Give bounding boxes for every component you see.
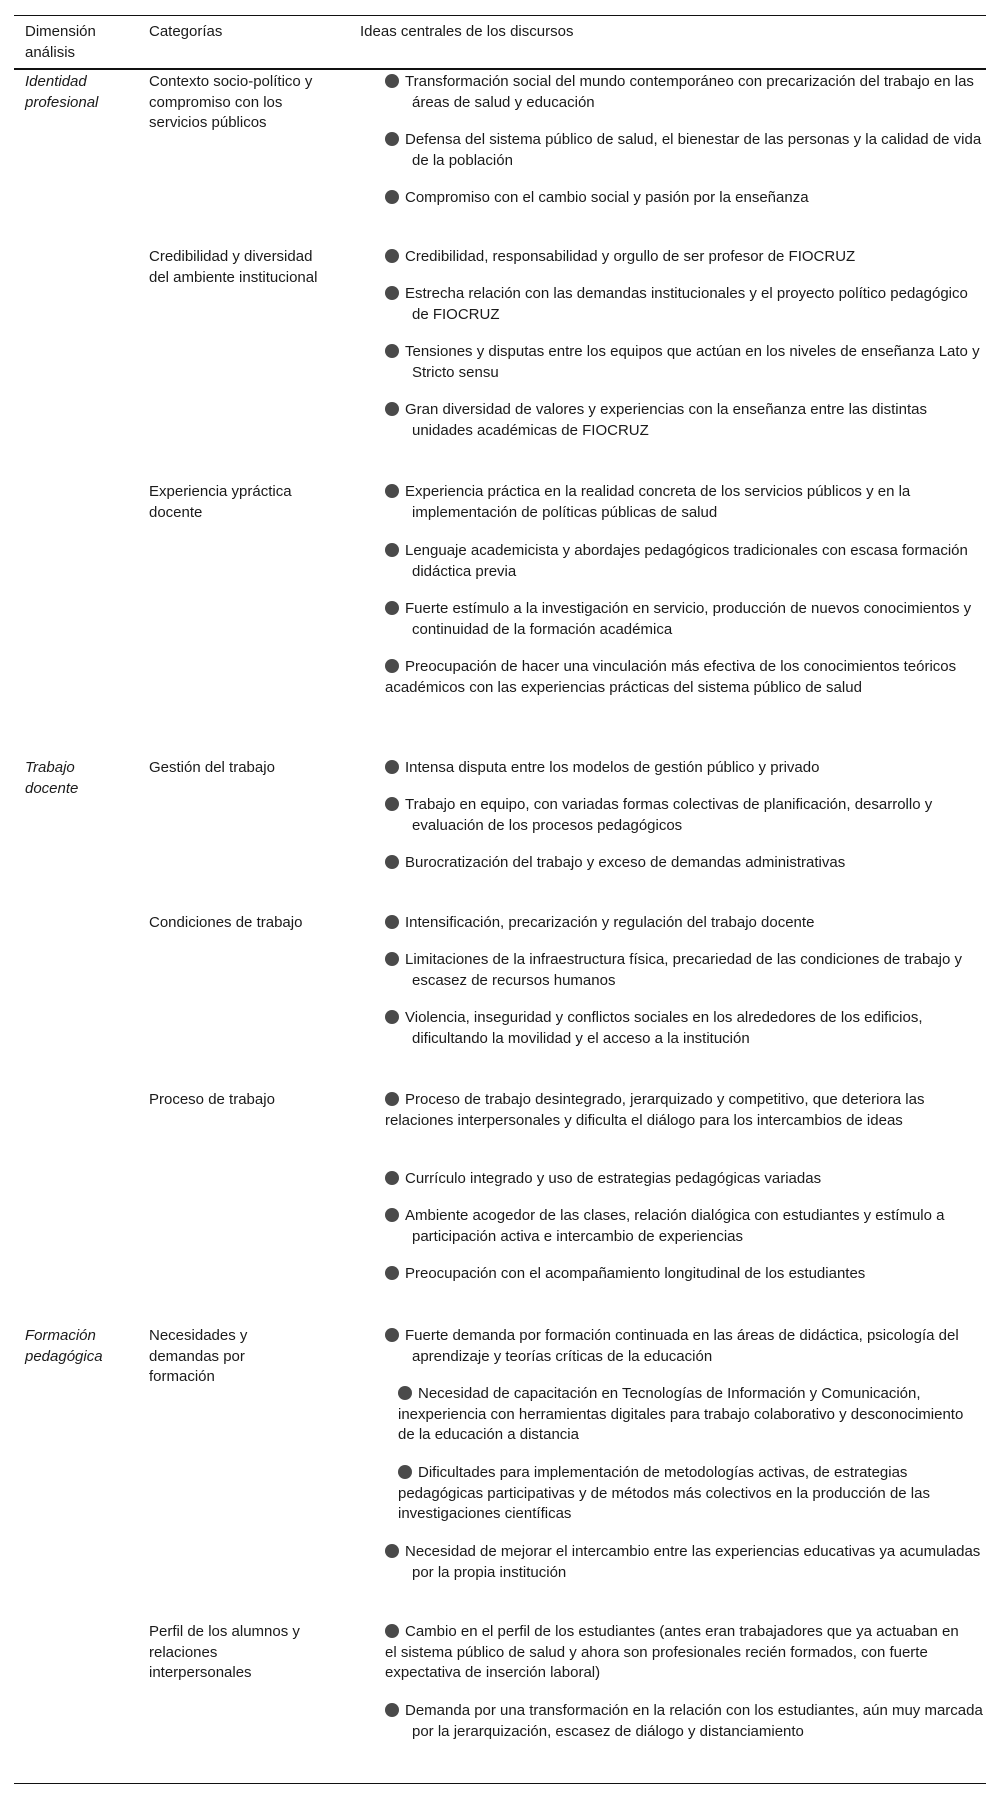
idea-item: Necesidad de mejorar el intercambio entre las experiencias educativas ya acumuladas por la propia institución — [385, 1542, 984, 1583]
bullet-icon — [385, 601, 399, 615]
idea-item: Preocupación de hacer una vinculación más efectiva de los conocimientos teóricos académicos con las experiencias prácticas del sistema público de salud — [385, 658, 957, 696]
dimension-identidad: Identidad profesional — [25, 73, 99, 111]
top-rule — [14, 15, 986, 16]
category-contexto: Contexto socio-político y compromiso con los servicios públicos — [149, 73, 313, 131]
idea-item: Intensa disputa entre los modelos de gestión público y privado — [385, 758, 984, 779]
idea-item: Violencia, inseguridad y conflictos sociales en los alrededores de los edificios, dificultando la movilidad y el acceso a la institución — [385, 1008, 984, 1049]
idea-item: Tensiones y disputas entre los equipos que actúan en los niveles de enseñanza Lato y Stricto sensu — [385, 342, 984, 383]
bullet-icon — [385, 1010, 399, 1024]
idea-item: Estrecha relación con las demandas institucionales y el proyecto político pedagógico de FIOCRUZ — [385, 284, 984, 325]
idea-item: Intensificación, precarización y regulación del trabajo docente — [385, 913, 984, 934]
idea-item: Compromiso con el cambio social y pasión por la enseñanza — [385, 188, 984, 209]
bullet-icon — [385, 132, 399, 146]
bullet-icon — [385, 1328, 399, 1342]
dimension-formacion: Formación pedagógica — [25, 1327, 103, 1365]
idea-item: Defensa del sistema público de salud, el bienestar de las personas y la calidad de vida de la población — [385, 130, 984, 171]
idea-item: Ambiente acogedor de las clases, relación dialógica con estudiantes y estímulo a participación activa e intercambio de experiencias — [385, 1206, 984, 1247]
bullet-icon — [385, 74, 399, 88]
bullet-icon — [385, 1544, 399, 1558]
bullet-icon — [385, 1092, 399, 1106]
bullet-icon — [385, 952, 399, 966]
dimension-trabajo: Trabajo docente — [25, 759, 79, 797]
idea-item: Gran diversidad de valores y experiencias con la enseñanza entre las distintas unidades académicas de FIOCRUZ — [385, 400, 984, 441]
bullet-icon — [385, 659, 399, 673]
idea-item: Burocratización del trabajo y exceso de demandas administrativas — [385, 853, 984, 874]
idea-item: Credibilidad, responsabilidad y orgullo de ser profesor de FIOCRUZ — [385, 247, 984, 268]
idea-item: Transformación social del mundo contemporáneo con precarización del trabajo en las áreas de salud y educación — [385, 72, 984, 113]
bullet-icon — [385, 1703, 399, 1717]
idea-item: Experiencia práctica en la realidad concreta de los servicios públicos y en la implementación de políticas públicas de salud — [385, 482, 984, 523]
header-dimension: Dimensión análisis — [25, 23, 96, 61]
idea-item: Necesidad de capacitación en Tecnologías de Información y Comunicación, inexperiencia con herramientas digitales para trabajo colaborativo y desconocimiento de la educación a distancia — [398, 1385, 964, 1443]
bottom-rule — [14, 1783, 986, 1784]
italic-term: Lato y Stricto sensu — [412, 343, 980, 381]
idea-item: Limitaciones de la infraestructura física, precariedad de las condiciones de trabajo y escasez de recursos humanos — [385, 950, 984, 991]
header-ideas: Ideas centrales de los discursos — [360, 23, 574, 40]
idea-item: Fuerte demanda por formación continuada en las áreas de didáctica, psicología del aprendizaje y teorías críticas de la educación — [385, 1326, 984, 1367]
bullet-icon — [398, 1386, 412, 1400]
category-gestion: Gestión del trabajo — [149, 759, 275, 776]
bullet-icon — [385, 286, 399, 300]
bullet-icon — [385, 402, 399, 416]
idea-item: Cambio en el perfil de los estudiantes (antes eran trabajadores que ya actuaban en el sistema público de salud y ahora son profesionales recién formados, con fuerte expectativa de inserción laboral) — [385, 1623, 959, 1681]
header-categories: Categorías — [149, 23, 223, 40]
category-perfil: Perfil de los alumnos y relaciones interpersonales — [149, 1623, 300, 1681]
idea-item: Lenguaje academicista y abordajes pedagógicos tradicionales con escasa formación didáctica previa — [385, 541, 984, 582]
bullet-icon — [385, 249, 399, 263]
bullet-icon — [385, 855, 399, 869]
idea-item: Currículo integrado y uso de estrategias pedagógicas variadas — [385, 1169, 984, 1190]
category-credibilidad: Credibilidad y diversidad del ambiente institucional — [149, 248, 318, 286]
bullet-icon — [385, 484, 399, 498]
bullet-icon — [385, 543, 399, 557]
bullet-icon — [385, 915, 399, 929]
bullet-icon — [398, 1465, 412, 1479]
bullet-icon — [385, 797, 399, 811]
idea-item: Preocupación con el acompañamiento longitudinal de los estudiantes — [385, 1264, 984, 1285]
bullet-icon — [385, 1266, 399, 1280]
category-proceso: Proceso de trabajo — [149, 1091, 275, 1108]
bullet-icon — [385, 1171, 399, 1185]
idea-item: Demanda por una transformación en la relación con los estudiantes, aún muy marcada por la jerarquización, escasez de diálogo y distanciamiento — [385, 1701, 984, 1742]
bullet-icon — [385, 1208, 399, 1222]
idea-item: Trabajo en equipo, con variadas formas colectivas de planificación, desarrollo y evaluación de los procesos pedagógicos — [385, 795, 984, 836]
idea-item: Fuerte estímulo a la investigación en servicio, producción de nuevos conocimientos y continuidad de la formación académica — [385, 599, 984, 640]
bullet-icon — [385, 1624, 399, 1638]
idea-item: Proceso de trabajo desintegrado, jerarquizado y competitivo, que deteriora las relaciones interpersonales y dificulta el diálogo para los intercambios de ideas — [385, 1091, 925, 1129]
category-necesidades: Necesidades y demandas por formación — [149, 1327, 248, 1385]
bullet-icon — [385, 190, 399, 204]
category-condiciones: Condiciones de trabajo — [149, 914, 303, 931]
category-experiencia: Experiencia ypráctica docente — [149, 483, 292, 521]
idea-item: Dificultades para implementación de metodologías activas, de estrategias pedagógicas participativas y de métodos más colectivos en la producción de las investigaciones científicas — [398, 1464, 930, 1522]
header-rule — [14, 68, 986, 70]
bullet-icon — [385, 344, 399, 358]
bullet-icon — [385, 760, 399, 774]
